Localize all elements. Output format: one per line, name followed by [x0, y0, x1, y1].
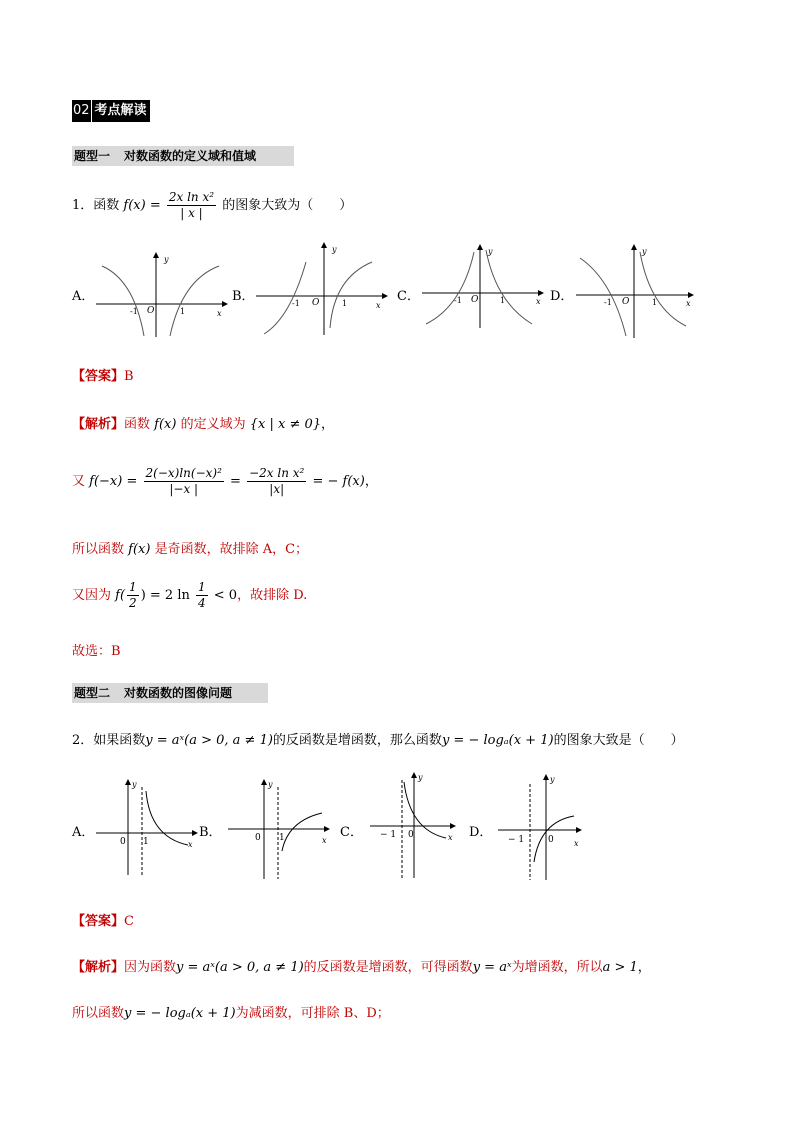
tick-neg1: − 1	[380, 830, 397, 840]
q2-graph-c	[366, 768, 466, 880]
math-span: f(−x) =	[89, 474, 138, 489]
fraction	[127, 580, 139, 611]
q1-graph-a	[94, 250, 229, 338]
q2-graph-b	[226, 775, 336, 881]
q2-analysis-line-2	[72, 1002, 390, 1021]
tick-neg1: -1	[454, 296, 462, 305]
tick-neg1: -1	[604, 298, 612, 307]
text-span: 是奇函数，故排除 A，C；	[154, 542, 309, 557]
text-span: 所以函数	[72, 1006, 125, 1021]
fraction	[247, 466, 306, 497]
analysis-tag: 【解析】	[72, 417, 125, 432]
text-span: 所以函数	[72, 542, 125, 557]
q2-option-a-label: A．	[72, 825, 95, 840]
tick-1: 1	[143, 837, 149, 847]
origin-label: O	[622, 297, 630, 307]
math-span: f(	[115, 588, 126, 603]
q1-option-c-label: C．	[397, 289, 420, 304]
numerator: 2(−x)ln(−x)²	[145, 466, 222, 480]
origin-label: 0	[408, 830, 414, 840]
text-span: 为减函数，可排除 B、D；	[235, 1006, 390, 1021]
math-span: ) = 2 ln	[140, 588, 190, 603]
axis-y-label: y	[268, 780, 273, 789]
q2-analysis-line-1	[72, 956, 651, 975]
section-number: 02	[72, 100, 91, 122]
numerator: −2x ln x²	[249, 466, 305, 480]
analysis-tag: 【解析】	[72, 960, 125, 975]
axis-x-label: x	[376, 301, 381, 310]
text-span: 函数	[124, 417, 151, 432]
q2-suffix: 的图象大致是（ ）	[553, 733, 684, 748]
text-span: 因为函数	[124, 960, 177, 975]
q1-graph-d	[574, 242, 698, 338]
denominator: |x|	[269, 482, 285, 496]
q1-numerator: 2x ln x²	[168, 190, 215, 204]
q2-answer	[72, 910, 134, 929]
math-span: f(x)	[128, 542, 151, 557]
q2-graph-a	[94, 775, 204, 877]
q1-fraction	[167, 190, 216, 221]
tick-neg1: -1	[292, 299, 300, 308]
text-span: 又因为	[72, 588, 112, 603]
text-span: 的定义域为	[180, 417, 246, 432]
question-2	[72, 729, 684, 748]
math-span: y = aˣ(a > 0, a ≠ 1)	[145, 733, 273, 748]
q2-option-b-label: B．	[199, 825, 222, 840]
math-span: =	[230, 474, 241, 489]
axis-y-label: y	[488, 247, 493, 256]
tick-1: 1	[279, 833, 285, 843]
tick-1: 1	[180, 307, 186, 316]
section-title: 考点解读	[92, 100, 150, 122]
text-span: ，	[321, 417, 335, 432]
type-label: 题型二	[74, 686, 111, 700]
text-span: ，	[364, 474, 378, 489]
axis-y-label: y	[550, 775, 555, 784]
axis-x-label: x	[217, 309, 222, 318]
text-span: ，故排除 D.	[237, 588, 308, 603]
q1-denominator: | x |	[180, 206, 203, 220]
axis-y-label: y	[164, 255, 169, 264]
math-span: = − f(x)	[312, 474, 365, 489]
axis-x-label: x	[322, 836, 327, 845]
tick-neg1: -1	[130, 307, 138, 316]
type-heading-2	[72, 683, 268, 703]
math-span: y = − logₐ(x + 1)	[441, 733, 554, 748]
axis-x-label: x	[574, 839, 579, 848]
math-span: < 0	[213, 588, 238, 603]
fraction	[144, 466, 224, 497]
numerator: 1	[129, 580, 137, 594]
origin-label: 0	[120, 837, 126, 847]
q2-prefix: 2．如果函数	[72, 733, 146, 748]
answer-tag: 【答案】	[72, 369, 125, 384]
q1-prefix: 1．函数	[72, 198, 120, 213]
axis-y-label: y	[332, 245, 337, 254]
axis-y-label: y	[418, 773, 423, 782]
fraction	[196, 580, 208, 611]
q2-graph-d	[496, 770, 592, 882]
origin-label: O	[471, 295, 479, 305]
origin-label: O	[312, 298, 320, 308]
q1-option-d-label: D．	[550, 289, 574, 304]
q1-option-a-label: A．	[72, 289, 95, 304]
section-header	[72, 100, 150, 122]
math-span: y = aˣ	[472, 960, 512, 975]
type-title: 对数函数的图像问题	[124, 686, 233, 700]
tick-1: 1	[652, 298, 658, 307]
axis-x-label: x	[536, 297, 541, 306]
q1-analysis-line-4	[72, 580, 307, 611]
q1-analysis-line-5: 故选：B	[72, 644, 121, 659]
text-span: 的反函数是增函数，那么函数	[272, 733, 442, 748]
denominator: 2	[129, 596, 137, 610]
math-span: y = aˣ(a > 0, a ≠ 1)	[176, 960, 304, 975]
type-title: 对数函数的定义域和值域	[124, 149, 257, 163]
origin-label: 0	[548, 835, 554, 845]
denominator: |−x |	[169, 482, 199, 496]
axis-y-label: y	[642, 247, 647, 256]
origin-label: O	[147, 306, 155, 316]
math-span: {x | x ≠ 0}	[249, 417, 322, 432]
q1-analysis-line-1	[72, 413, 334, 432]
answer-value: B	[124, 369, 134, 384]
math-span: f(x)	[154, 417, 177, 432]
q1-graph-b	[254, 240, 389, 336]
type-label: 题型一	[74, 149, 111, 163]
denominator: 4	[198, 596, 206, 610]
q1-analysis-line-3	[72, 538, 308, 557]
axis-x-label: x	[188, 840, 193, 849]
tick-1: 1	[500, 296, 506, 305]
text-span: 又	[72, 474, 86, 489]
q1-graph-c	[420, 242, 548, 328]
origin-label: 0	[255, 833, 261, 843]
type-heading-1	[72, 146, 294, 166]
numerator: 1	[198, 580, 206, 594]
tick-1: 1	[342, 299, 348, 308]
question-1	[72, 190, 352, 221]
q1-suffix: 的图象大致为（ ）	[222, 198, 353, 213]
axis-y-label: y	[132, 780, 137, 789]
axis-x-label: x	[448, 833, 453, 842]
text-span: 为增函数，所以	[511, 960, 603, 975]
text-span: ，	[637, 960, 651, 975]
q1-option-b-label: B．	[232, 289, 255, 304]
math-span: y = − logₐ(x + 1)	[124, 1006, 236, 1021]
answer-value: C	[124, 914, 134, 929]
q2-option-c-label: C．	[340, 825, 363, 840]
answer-tag: 【答案】	[72, 914, 125, 929]
axis-x-label: x	[686, 299, 691, 308]
tick-neg1: − 1	[508, 835, 525, 845]
q1-answer	[72, 365, 134, 384]
text-span: 的反函数是增函数，可得函数	[303, 960, 473, 975]
q2-option-d-label: D．	[469, 825, 493, 840]
q1-fx: f(x) =	[123, 198, 161, 213]
q1-analysis-line-2	[72, 466, 378, 497]
math-span: a > 1	[602, 960, 638, 975]
